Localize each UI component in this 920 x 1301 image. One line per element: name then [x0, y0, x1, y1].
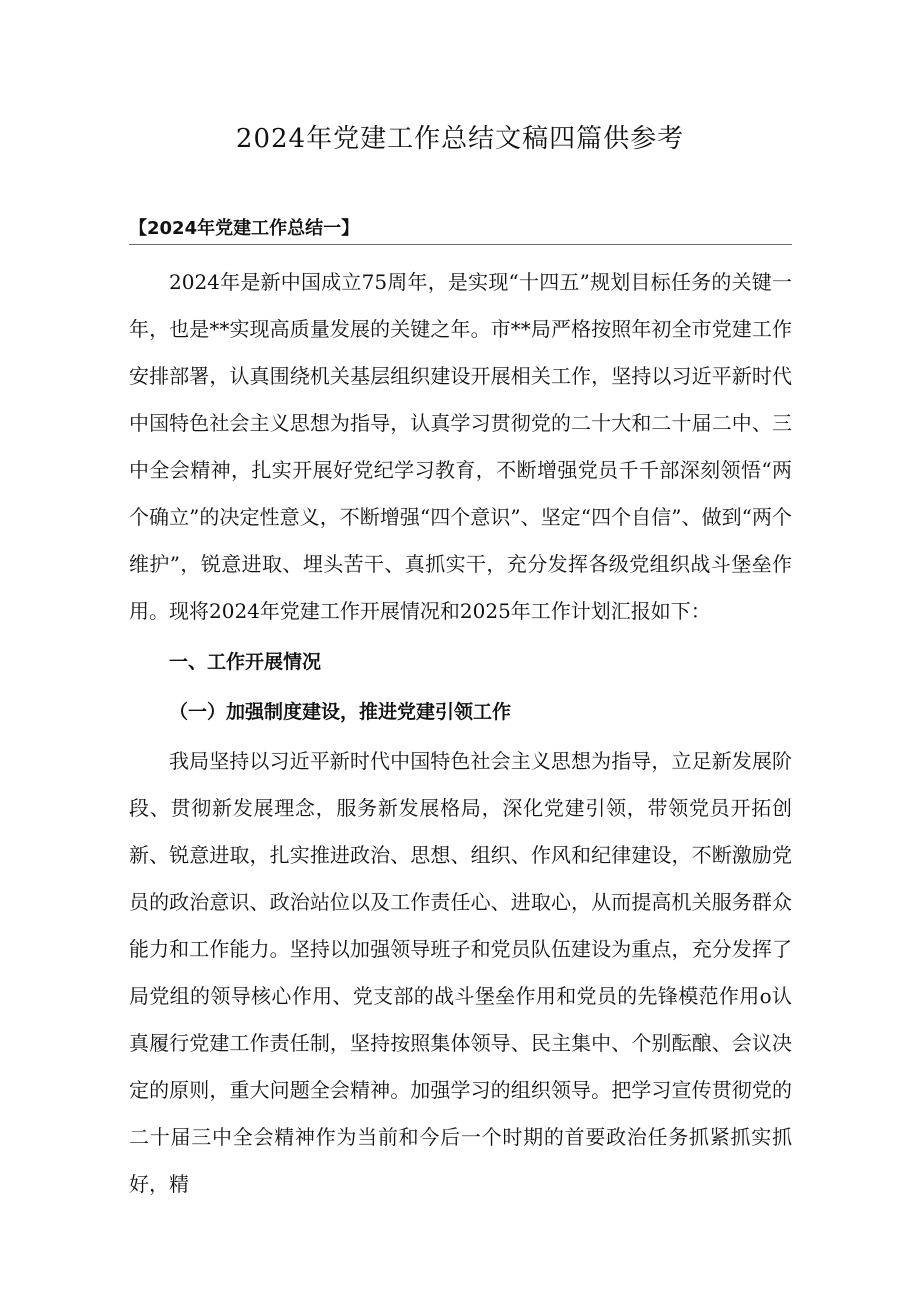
section-divider	[129, 244, 792, 245]
subheading-institution-building: （一）加强制度建设，推进党建引领工作	[169, 701, 512, 723]
body-paragraph-1: 2024年是新中国成立75周年，是实现“十四五”规划目标任务的关键一年，也是**实现高质量发展的关键之年。市**局严格按照年初全市党建工作安排部署，认真围绕机关基层组织建设开展相关工作，坚持以习近平新时代中国特色社会主义思想为指导，认真学习贯彻党的二十大和二十届二中、三中全会精神，扎实开展好党纪学习教育，不断增强党员千千部深刻领悟“两个确立”的决定性意义，不断增强“四个意识”、坚定“四个自信”、做到“两个维护”，锐意进取、埋头苦干、真抓实干，充分发挥各级党组织战斗堡垒作用。现将2024年党建工作开展情况和2025年工作计划汇报如下：	[129, 270, 792, 623]
document-title: 2024年党建工作总结文稿四篇供参考	[235, 124, 685, 154]
body-paragraph-2: 我局坚持以习近平新时代中国特色社会主义思想为指导，立足新发展阶段、贯彻新发展理念，服务新发展格局，深化党建引领，带领党员开拓创新、锐意进取，扎实推进政治、思想、组织、作风和纪律建设，不断激励党员的政治意识、政治站位以及工作责任心、进取心，从而提高机关服务群众能力和工作能力。坚持以加强领导班子和党员队伍建设为重点，充分发挥了局党组的领导核心作用、党支部的战斗堡垒作用和党员的先锋模范作用o认真履行党建工作责任制，坚持按照集体领导、民主集中、个别酝酿、会议决定的原则，重大问题全会精神。加强学习的组织领导。把学习宣传贯彻党的二十届三中全会精神作为当前和今后一个时期的首要政治任务抓紧抓实抓好，精	[129, 749, 792, 1196]
section-heading: 【2024年党建工作总结一】	[129, 218, 360, 239]
heading-work-progress: 一、工作开展情况	[169, 651, 322, 673]
